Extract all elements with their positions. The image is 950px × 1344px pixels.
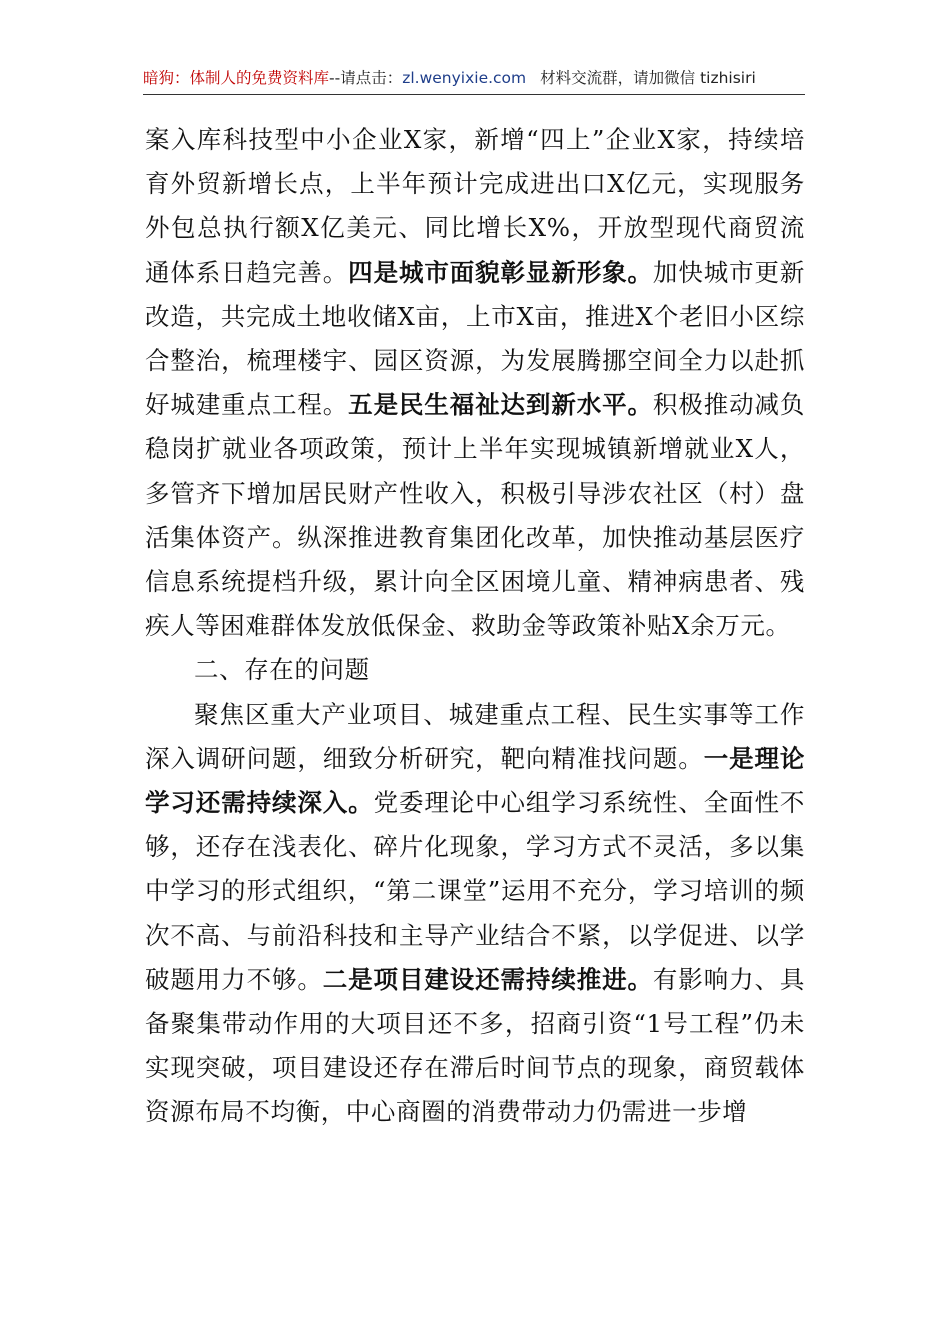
header-link[interactable]: zl.wenyixie.com [402,69,527,87]
paragraph-text: 案入库科技型中小企业X家，新增“四上”企业X家，持续培育外贸新增长点，上半年预计完成进出口X亿元，实现服务外包总执行额X亿美元、同比增长X%，开放型现代商贸流通体系日趋完善。 [145,125,805,287]
paragraph-text: 加快城市更新改造，共完成土地收储X亩，上市X亩，推进X个老旧小区综合整治，梳理楼宇、园区资源，为发展腾挪空间全力以赴抓好城建重点工程。 [145,257,805,420]
header-contact: 材料交流群，请加微信 tizhisiri [540,69,756,87]
document-body [145,118,805,1135]
header-divider [143,94,805,95]
paragraph-text: 聚焦区重大产业项目、城建重点工程、民生实事等工作深入调研问题，细致分析研究，靶向精准找问题。 [145,699,805,773]
page-header [143,64,805,92]
bold-subheading: 一是理论学习还需持续深入。 [145,743,805,818]
paragraph-problems [145,693,805,1135]
bold-subheading: 二是项目建设还需持续推进。 [322,964,653,994]
paragraph-text: 有影响力、具备聚集带动作用的大项目还不多，招商引资“1号工程”仍未实现突破，项目建设还存在滞后时间节点的现象，商贸载体资源布局不均衡，中心商圈的消费带动力仍需进一步增 [145,964,805,1127]
paragraph-achievements [145,118,805,648]
bold-subheading: 五是民生福祉达到新水平。 [348,390,653,420]
bold-subheading: 四是城市面貌彰显新形象。 [348,257,653,287]
paragraph-text: 党委理论中心组学习系统性、全面性不够，还存在浅表化、碎片化现象，学习方式不灵活，多以集中学习的形式组织，“第二课堂”运用不充分，学习培训的频次不高、与前沿科技和主导产业结合不紧，以学促进、以学破题用力不够。 [145,788,805,994]
header-source-label: 暗狗：体制人的免费资料库 [143,69,330,87]
section-heading: 二、存在的问题 [194,655,370,685]
paragraph-text: 积极推动减负稳岗扩就业各项政策，预计上半年实现城镇新增就业X人，多管齐下增加居民财产性收入，积极引导涉农社区（村）盘活集体资产。纵深推进教育集团化改革，加快推动基层医疗信息系统提档升级，累计向全区困境儿童、精神病患者、残疾人等困难群体发放低保金、救助金等政策补贴X余万元。 [145,390,805,641]
header-link-prefix: --请点击： [329,69,403,87]
